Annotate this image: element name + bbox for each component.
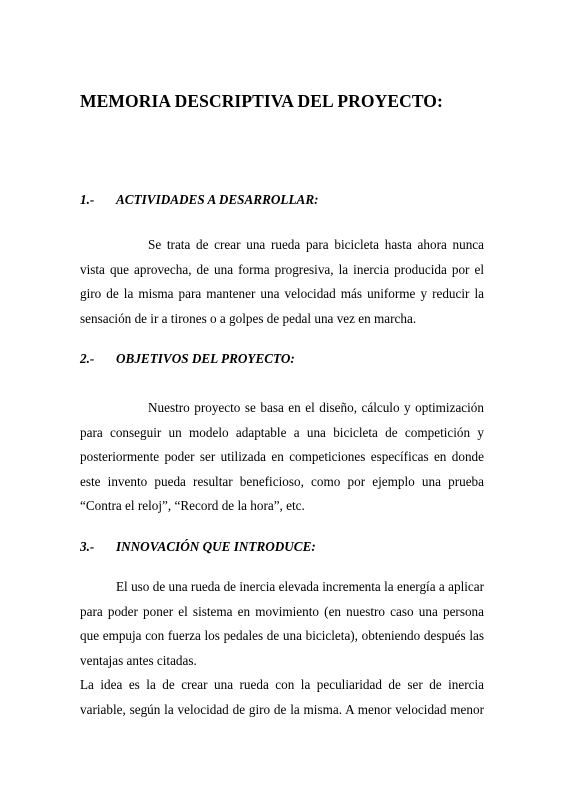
- section-title: ACTIVIDADES A DESARROLLAR:: [116, 192, 319, 207]
- section-title: OBJETIVOS DEL PROYECTO:: [116, 351, 295, 366]
- paragraph-innovacion-2: La idea es la de crear una rueda con la peculiaridad de ser de inercia variable, según la velocidad de giro de la misma. A menor velocidad menor: [80, 677, 484, 717]
- section-number: 2.-: [80, 351, 95, 366]
- paragraph-innovacion-1: El uso de una rueda de inercia elevada incrementa la energía a aplicar para poder poner el sistema en movimiento (en nuestro caso una persona que empuja con fuerza los pedales de una bicicleta), obteniendo después las ventajas antes citadas.: [80, 579, 484, 668]
- section-title: INNOVACIÓN QUE INTRODUCE:: [116, 539, 316, 554]
- section-number: 1.-: [80, 192, 95, 207]
- paragraph-actividades: Se trata de crear una rueda para bicicleta hasta ahora nunca vista que aprovecha, de una forma progresiva, la inercia producida por el giro de la misma para mantener una velocidad más uniforme y reducir la sensación de ir a tirones o a golpes de pedal una vez en marcha.: [80, 237, 484, 326]
- section-number: 3.-: [80, 539, 95, 554]
- page-title: MEMORIA DESCRIPTIVA DEL PROYECTO:: [80, 91, 443, 111]
- section-heading-actividades: [80, 192, 319, 208]
- section-heading-objetivos: [80, 351, 295, 367]
- section-heading-innovacion: [80, 539, 316, 555]
- paragraph-objetivos: Nuestro proyecto se basa en el diseño, cálculo y optimización para conseguir un modelo adaptable a una bicicleta de competición y posteriormente poder ser utilizada en competiciones específicas en donde este invento pueda resultar beneficioso, como por ejemplo una prueba “Contra el reloj”, “Record de la hora”, etc.: [80, 400, 484, 513]
